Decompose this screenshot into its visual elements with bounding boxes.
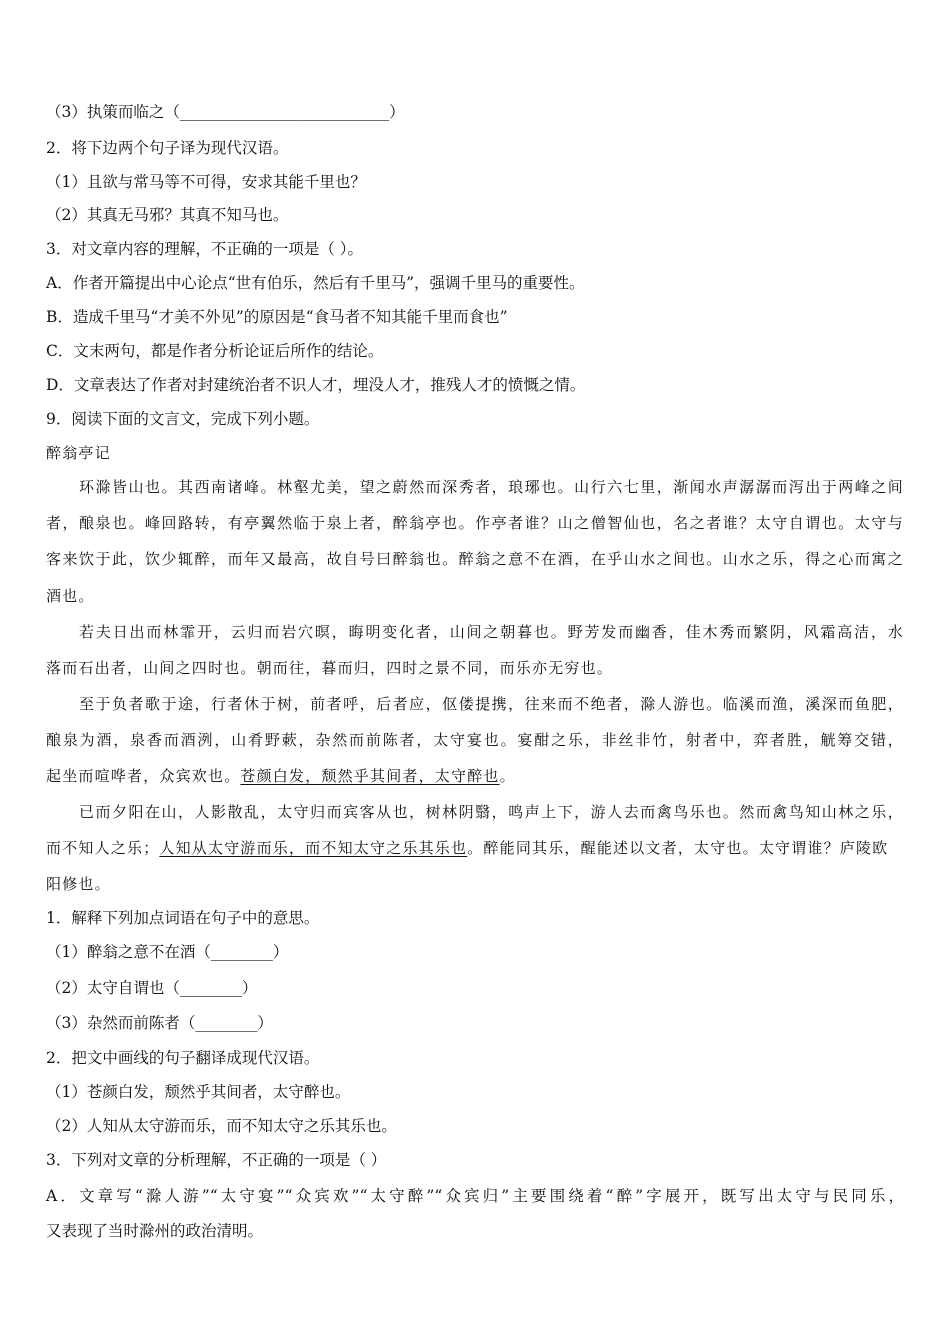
q1-item2: （2）太守自谓也（________）	[46, 979, 258, 997]
passage-p1-line2: 者，酿泉也。峰回路转，有亭翼然临于泉上者，醉翁亭也。作亭者谁？山之僧智仙也，名之者谁？太守自谓也。太守与	[46, 514, 904, 532]
q3-title: 3．下列对文章的分析理解，不正确的一项是（ ）	[46, 1151, 387, 1169]
prev-option-a: A．作者开篇提出中心论点“世有伯乐，然后有千里马”，强调千里马的重要性。	[46, 274, 585, 292]
passage-p1-line3: 客来饮于此，饮少辄醉，而年又最高，故自号曰醉翁也。醉翁之意不在酒，在乎山水之间也。山水之乐，得之心而寓之	[46, 550, 904, 568]
q1-title: 1．解释下列加点词语在句子中的意思。	[46, 909, 320, 927]
q1-item1: （1）醉翁之意不在酒（________）	[46, 943, 289, 961]
passage-p2-line1: 若夫日出而林霏开，云归而岩穴暝，晦明变化者，山间之朝暮也。野芳发而幽香，佳木秀而繁阴，风霜高洁，水	[79, 623, 904, 641]
passage-p3-line2: 酿泉为酒，泉香而酒洌，山肴野蔌，杂然而前陈者，太守宴也。宴酣之乐，非丝非竹，射者中，弈者胜，觥筹交错，	[46, 731, 904, 749]
prev-q2-title: 2．将下边两个句子译为现代汉语。	[46, 139, 289, 157]
passage-p3-line1: 至于负者歌于途，行者休于树，前者呼，后者应，伛偻提携，往来而不绝者，滁人游也。临溪而渔，溪深而鱼肥，	[79, 695, 904, 713]
passage-p3-line3: 起坐而喧哗者，众宾欢也。苍颜白发，颓然乎其间者，太守醉也。	[46, 767, 516, 785]
q2-item1: （1）苍颜白发，颓然乎其间者，太守醉也。	[46, 1083, 351, 1101]
prev-q2-item1: （1）且欲与常马等不可得，安求其能千里也？	[46, 173, 366, 191]
underlined-sentence-1: 苍颜白发，颓然乎其间者，太守醉也	[240, 767, 500, 785]
prev-q2-item2: （2）其真无马邪？其真不知马也。	[46, 206, 289, 224]
q9-intro: 9．阅读下面的文言文，完成下列小题。	[46, 410, 320, 428]
prev-q1-item3: （3）执策而临之（___________________________）	[46, 103, 405, 121]
passage-p2-line2: 落而石出者，山间之四时也。朝而往，暮而归，四时之景不同，而乐亦无穷也。	[46, 659, 614, 677]
prev-option-d: D．文章表达了作者对封建统治者不识人才，埋没人才，推残人才的愤慨之情。	[46, 376, 586, 394]
q2-title: 2．把文中画线的句子翻译成现代汉语。	[46, 1049, 320, 1067]
q3-option-a-line1: A．文章写“滁人游”“太守宴”“众宾欢”“太守醉”“众宾归”主要围绕着“醉”字展开，既写出太守与民同乐，	[46, 1187, 904, 1205]
prev-q3-title: 3．对文章内容的理解，不正确的一项是（ ）。	[46, 240, 364, 258]
prev-option-c: C．文末两句，都是作者分析论证后所作的结论。	[46, 342, 384, 360]
underlined-sentence-2: 人知从太守游而乐，而不知太守之乐其乐也	[159, 839, 468, 857]
passage-p4-line1: 已而夕阳在山，人影散乱，太守归而宾客从也，树林阴翳，鸣声上下，游人去而禽鸟乐也。然而禽鸟知山林之乐，	[79, 803, 904, 821]
prev-option-b: B．造成千里马“才美不外见”的原因是“食马者不知其能千里而食也”	[46, 308, 508, 326]
passage-p4-line3: 阳修也。	[46, 875, 111, 893]
passage-p1-line1: 环滁皆山也。其西南诸峰。林壑尤美，望之蔚然而深秀者，琅琊也。山行六七里，渐闻水声潺潺而泻出于两峰之间	[79, 478, 904, 496]
passage-p1-line4: 酒也。	[46, 587, 95, 605]
q2-item2: （2）人知从太守游而乐，而不知太守之乐其乐也。	[46, 1117, 397, 1135]
q3-option-a-line2: 又表现了当时滁州的政治清明。	[46, 1222, 264, 1240]
q1-item3: （3）杂然而前陈者（________）	[46, 1014, 273, 1032]
passage-title: 醉翁亭记	[46, 444, 111, 462]
passage-p4-line2: 而不知人之乐；人知从太守游而乐，而不知太守之乐其乐也。醉能同其乐，醒能述以文者，太守也。太守谓谁？庐陵欧	[46, 839, 889, 857]
